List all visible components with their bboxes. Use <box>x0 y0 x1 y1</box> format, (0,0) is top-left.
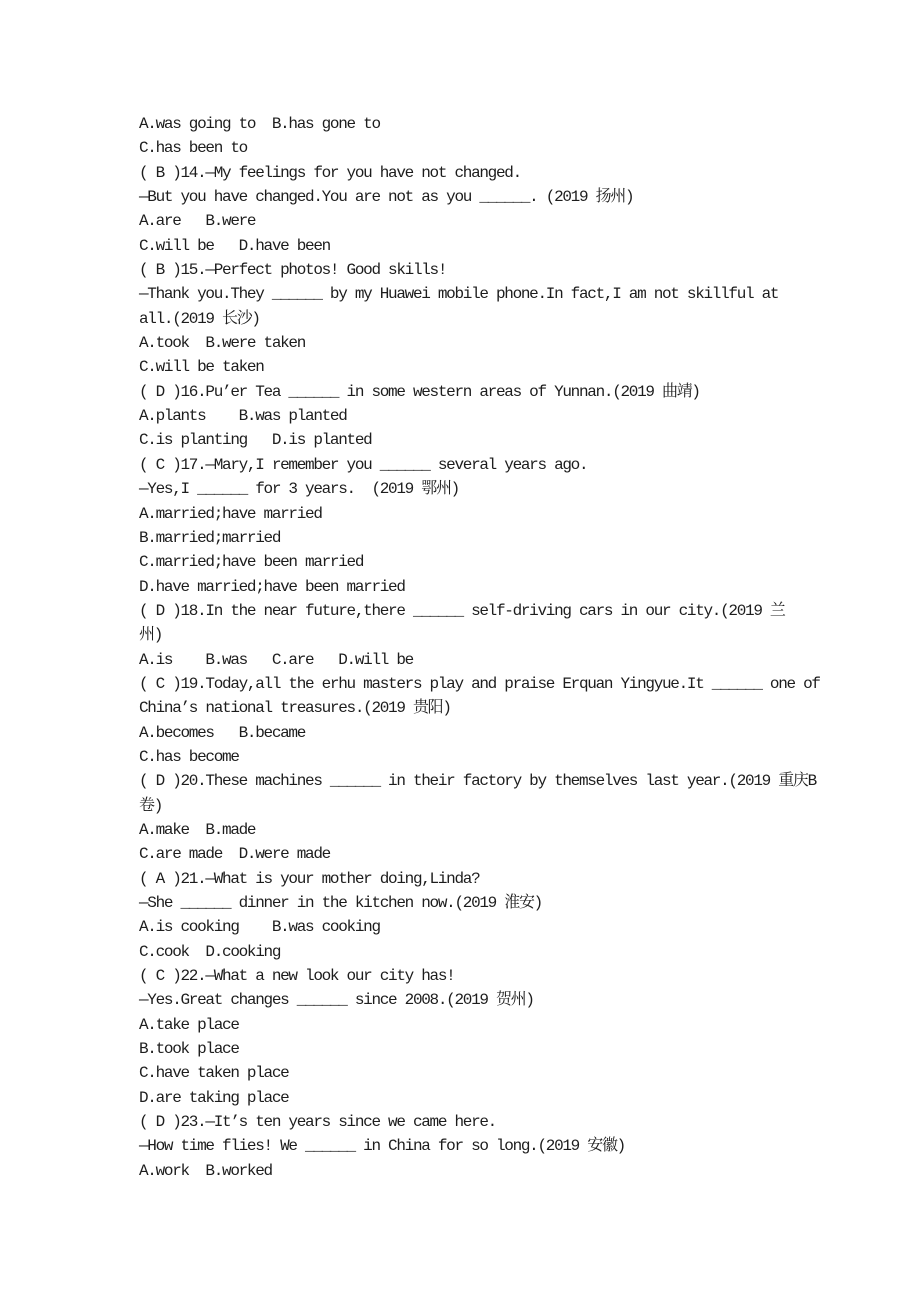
text-line: A.is B.was C.are D.will be <box>139 650 413 669</box>
text-line: C.will be D.have been <box>139 236 330 255</box>
text-line: C.has become <box>139 747 239 766</box>
text-line: —Yes.Great changes ______ since 2008.(2019 贺州) <box>139 991 534 1010</box>
text-line: ( C )17.—Mary,I remember you ______ several years ago. <box>139 455 588 474</box>
text-line: A.is cooking B.was cooking <box>139 918 380 937</box>
text-line: ( A )21.—What is your mother doing,Linda? <box>139 869 480 888</box>
text-line: C.has been to <box>139 139 247 158</box>
text-line: ( B )14.—My feelings for you have not changed. <box>139 163 521 182</box>
text-line: C.married;have been married <box>139 553 364 572</box>
text-line: ( D )18.In the near future,there ______ self-driving cars in our city.(2019 兰 <box>139 601 785 620</box>
text-line: D.have married;have been married <box>139 577 405 596</box>
text-line: —She ______ dinner in the kitchen now.(2019 淮安) <box>139 894 542 912</box>
text-line: B.married;married <box>139 528 281 547</box>
text-line: ( B )15.—Perfect photos! Good skills! <box>139 261 447 280</box>
text-line: A.take place <box>139 1015 239 1034</box>
text-line: D.are taking place <box>139 1088 289 1107</box>
text-line: A.becomes B.became <box>139 723 306 742</box>
text-line: —How time flies! We ______ in China for so long.(2019 安徽) <box>139 1137 625 1156</box>
text-line: —Yes,I ______ for 3 years. (2019 鄂州) <box>139 480 459 499</box>
text-line: —Thank you.They ______ by my Huawei mobile phone.In fact,I am not skillful at <box>139 285 779 304</box>
text-line: 卷) <box>139 796 163 815</box>
text-line: C.are made D.were made <box>139 845 330 864</box>
text-line: A.was going to B.has gone to <box>139 115 380 133</box>
text-line: C.is planting D.is planted <box>139 431 372 450</box>
text-line: all.(2019 长沙) <box>139 309 260 328</box>
text-line: ( C )22.—What a new look our city has! <box>139 967 455 986</box>
text-line: —But you have changed.You are not as you ______. (2019 扬州) <box>139 188 634 207</box>
text-line: A.married;have married <box>139 504 322 523</box>
text-line: ( D )16.Pu’er Tea ______ in some western areas of Yunnan.(2019 曲靖) <box>139 382 700 401</box>
text-line: A.work B.worked <box>139 1161 272 1180</box>
text-line: China’s national treasures.(2019 贵阳) <box>139 699 451 718</box>
document-page <box>139 112 859 1183</box>
text-line: A.make B.made <box>139 820 256 839</box>
text-line: C.will be taken <box>139 358 264 377</box>
text-line: B.took place <box>139 1040 239 1059</box>
text-line: ( D )23.—It’s ten years since we came here. <box>139 1113 496 1132</box>
text-line: A.are B.were <box>139 212 256 231</box>
text-line: C.cook D.cooking <box>139 942 281 961</box>
text-line: C.have taken place <box>139 1064 289 1083</box>
text-line: A.took B.were taken <box>139 334 306 353</box>
text-line: 州) <box>139 626 163 645</box>
text-line: A.plants B.was planted <box>139 407 347 426</box>
text-line: ( C )19.Today,all the erhu masters play and praise Erquan Yingyue.It ______ one of <box>139 674 820 693</box>
text-line: ( D )20.These machines ______ in their factory by themselves last year.(2019 重庆B <box>139 772 816 791</box>
